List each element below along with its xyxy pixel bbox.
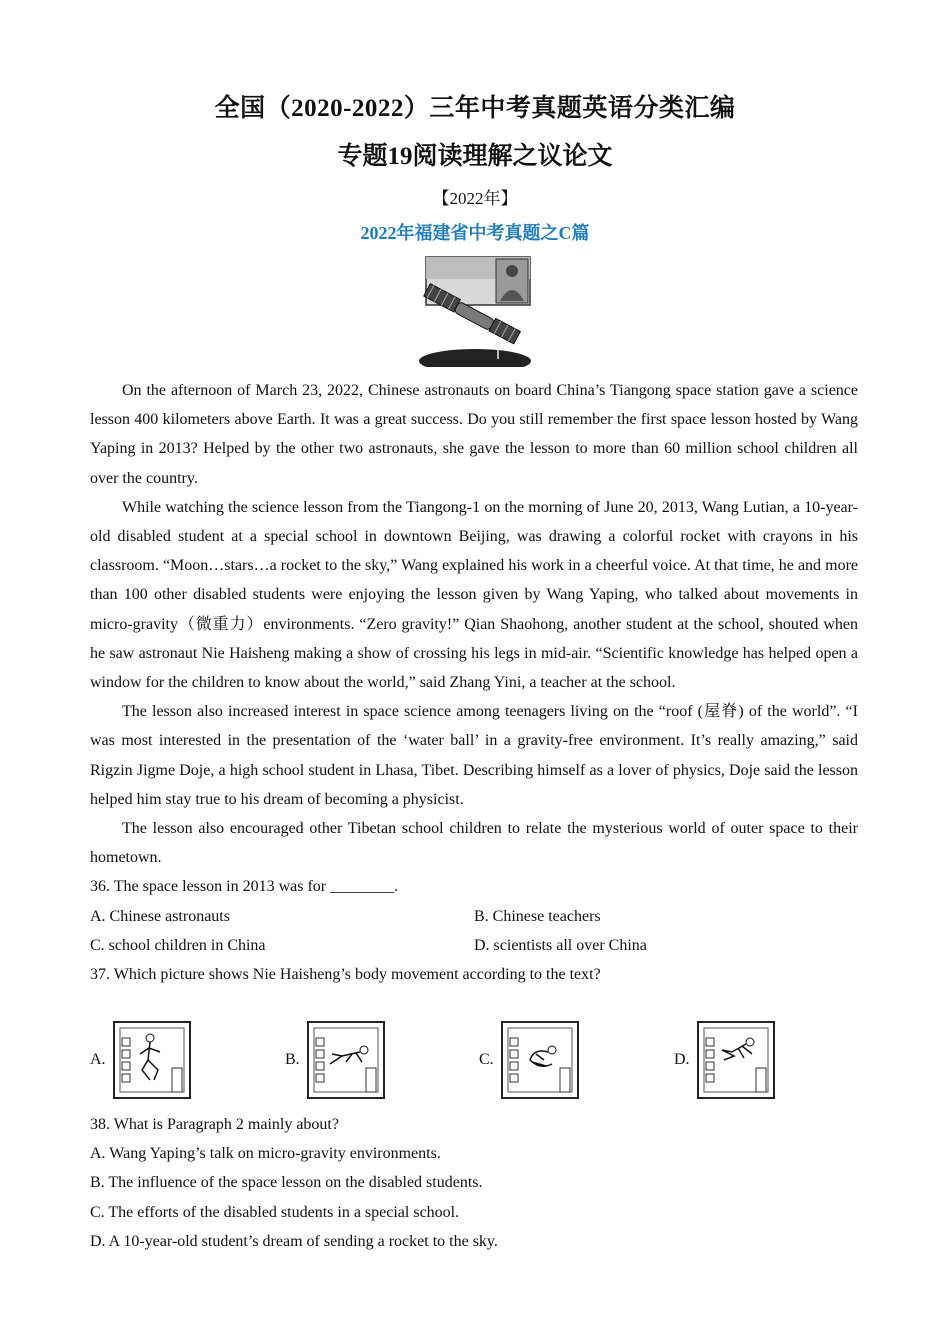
passage-paragraph-1: On the afternoon of March 23, 2022, Chinese astronauts on board China’s Tiangong space station gave a science lesson 400 kilometers above Earth. It was a great success. Do you still remember the first space lesson hosted by Wang Yaping in 2013? Helped by the other two astronauts, she gave the lesson to more than 60 million school children all over the country. — [90, 382, 858, 487]
document-title: 全国（2020-2022）三年中考真题英语分类汇编 — [214, 95, 736, 122]
question-37-pictures — [90, 1018, 858, 1102]
question-37-option-a — [90, 1018, 192, 1102]
astronaut-floating-flat-picture — [306, 1020, 386, 1100]
question-37-option-d — [674, 1018, 776, 1102]
astronaut-squatting-picture — [112, 1020, 192, 1100]
question-37: 37. Which picture shows Nie Haisheng’s body movement according to the text? — [90, 966, 601, 984]
document-subtitle: 专题19阅读理解之议论文 — [337, 143, 613, 170]
question-36-option-a: A. Chinese astronauts — [90, 907, 230, 925]
astronaut-curled-picture — [500, 1020, 580, 1100]
question-38: 38. What is Paragraph 2 mainly about? — [90, 1116, 339, 1133]
passage-paragraph-3: The lesson also increased interest in space science among teenagers living on the “roof (屋脊) of the world”. “I was most interested in the presentation of the ‘water ball’ in a gravity-free environment. It’s really amazing,” said Rigzin Jigme Doje, a high school student in Lhasa, Tibet. Describing himself as a lover of physics, Doje said the lesson helped him stay true to his dream of becoming a physicist. — [90, 703, 858, 808]
question-36: 36. The space lesson in 2013 was for ________. — [90, 878, 399, 896]
year-tag: 【2022年】 — [432, 189, 518, 208]
option-label: B. — [285, 1051, 300, 1068]
passage-paragraph-4: The lesson also encouraged other Tibetan school children to relate the mysterious world of outer space to their hometown. — [90, 820, 858, 867]
question-36-option-b: B. Chinese teachers — [474, 907, 601, 925]
question-38-option-b: B. The influence of the space lesson on the disabled students. — [90, 1174, 483, 1192]
question-37-option-c — [479, 1018, 580, 1102]
passage-paragraph-2: While watching the science lesson from the Tiangong-1 on the morning of June 20, 2013, Wang Lutian, a 10-year-old disabled student at a special school in downtown Beijing, was drawing a colorful rocket with crayons in his classroom. “Moon…stars…a rocket to the sky,” Wang explained his work in a cheerful voice. At that time, he and more than 100 other disabled students were enjoying the lesson given by Wang Yaping, who talked about movements in micro-gravity（微重力）environments. “Zero gravity!” Qian Shaohong, another student at the school, shouted when he saw astronaut Nie Haisheng making a show of crossing his legs in mid-air. “Scientific knowledge has helped open a window for the children to know about the world,” said Zhang Yini, a teacher at the school. — [90, 498, 858, 692]
option-label: D. — [674, 1051, 690, 1068]
section-heading: 2022年福建省中考真题之C篇 — [360, 223, 590, 243]
option-label: A. — [90, 1051, 106, 1068]
question-36-options-row-2 — [90, 931, 858, 960]
space-station-photo — [418, 255, 532, 367]
question-38-option-d: D. A 10-year-old student’s dream of sending a rocket to the sky. — [90, 1232, 498, 1250]
option-label: C. — [479, 1051, 494, 1068]
question-36-option-c: C. school children in China — [90, 936, 266, 954]
question-38-block — [90, 1110, 858, 1256]
astronaut-crossed-legs-picture — [696, 1020, 776, 1100]
question-36-options-row-1 — [90, 902, 858, 931]
question-38-option-c: C. The efforts of the disabled students in a special school. — [90, 1203, 460, 1221]
passage — [90, 376, 858, 989]
question-36-option-d: D. scientists all over China — [474, 936, 647, 954]
question-37-option-b — [285, 1018, 386, 1102]
question-38-option-a: A. Wang Yaping’s talk on micro-gravity environments. — [90, 1145, 441, 1163]
